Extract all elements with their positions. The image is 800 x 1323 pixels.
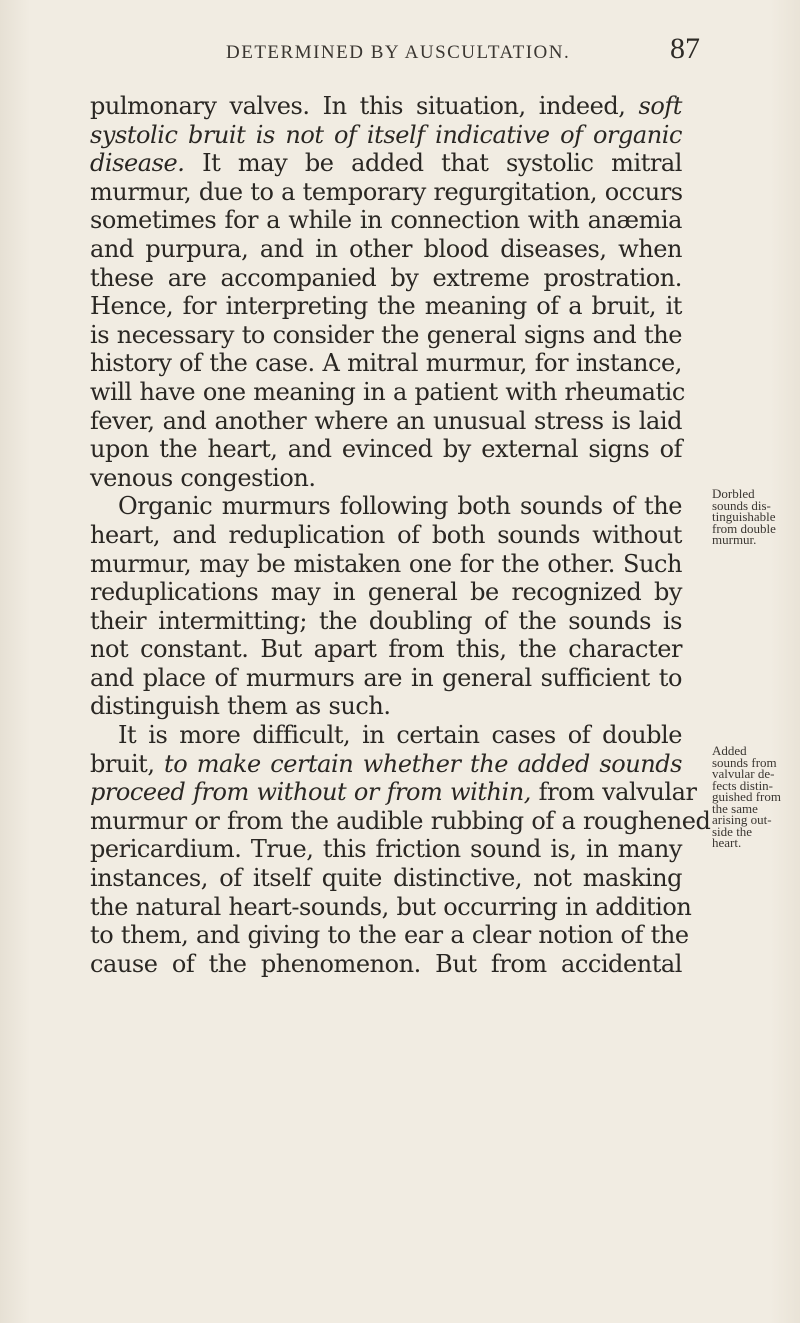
text-line: the natural heart-sounds, but occurring in addition <box>90 892 692 921</box>
text-line: murmur or from the audible rubbing of a roughened <box>90 806 711 835</box>
text-line: Organic murmurs following both sounds of the <box>118 492 682 521</box>
text-line: venous congestion. <box>90 463 316 492</box>
text-line: to them, and giving to the ear a clear notion of the <box>90 921 689 950</box>
text-line: distinguish them as such. <box>90 692 391 721</box>
italic-phrase: soft <box>638 92 682 120</box>
text-line: history of the case. A mitral murmur, for instance, <box>90 349 682 378</box>
text-line: sometimes for a while in connection with anæmia <box>90 206 682 235</box>
text-line: murmur, may be mistaken one for the other. Such <box>90 549 682 578</box>
text-line: pericardium. True, this friction sound is, in many <box>90 835 682 864</box>
text-line: heart, and reduplication of both sounds without <box>90 520 682 549</box>
text-line: pulmonary valves. In this situation, indeed, soft <box>90 92 682 120</box>
text-line: murmur, due to a temporary regurgitation, occurs <box>90 177 683 206</box>
text-line: these are accompanied by extreme prostration. <box>90 263 682 292</box>
text-line: will have one meaning in a patient with rheumatic <box>90 377 685 406</box>
text-line: fever, and another where an unusual stress is laid <box>90 406 682 435</box>
text-line: Hence, for interpreting the meaning of a bruit, it <box>90 292 682 321</box>
margin-note-doubled-sounds: Dorbled sounds dis- tinguishable from double murmur. <box>712 486 776 547</box>
text-line: their intermitting; the doubling of the sounds is <box>90 606 682 635</box>
text-line: proceed from without or from within, from valvular <box>90 778 697 807</box>
text-line: systolic bruit is not of itself indicative of organic <box>90 120 682 149</box>
italic-phrase: disease. <box>90 149 185 178</box>
text-line: and place of murmurs are in general sufficient to <box>90 663 682 692</box>
text-line: It is more difficult, in certain cases of double <box>118 721 682 750</box>
text-line: disease. It may be added that systolic mitral <box>90 149 682 178</box>
text-line: not constant. But apart from this, the character <box>90 635 682 664</box>
running-title: DETERMINED BY AUSCULTATION. <box>226 42 571 63</box>
text-line: bruit, to make certain whether the added sounds <box>90 749 682 778</box>
page-number: 87 <box>670 32 700 65</box>
margin-note-added-sounds: Added sounds from valvular de- fects distin- guished from the same arising out- side the heart. <box>712 743 781 850</box>
text-line: reduplications may in general be recognized by <box>90 578 682 607</box>
italic-phrase: proceed from without or from within, <box>90 778 531 807</box>
text-line: cause of the phenomenon. But from accidental <box>90 949 682 978</box>
text-line: upon the heart, and evinced by external signs of <box>90 435 682 464</box>
text-line: instances, of itself quite distinctive, not masking <box>90 864 682 893</box>
running-head <box>90 32 700 72</box>
text-line: is necessary to consider the general signs and the <box>90 320 682 349</box>
body-text <box>90 92 711 978</box>
text-line: and purpura, and in other blood diseases, when <box>90 234 682 263</box>
italic-phrase: to make certain whether the added sounds <box>164 749 682 778</box>
